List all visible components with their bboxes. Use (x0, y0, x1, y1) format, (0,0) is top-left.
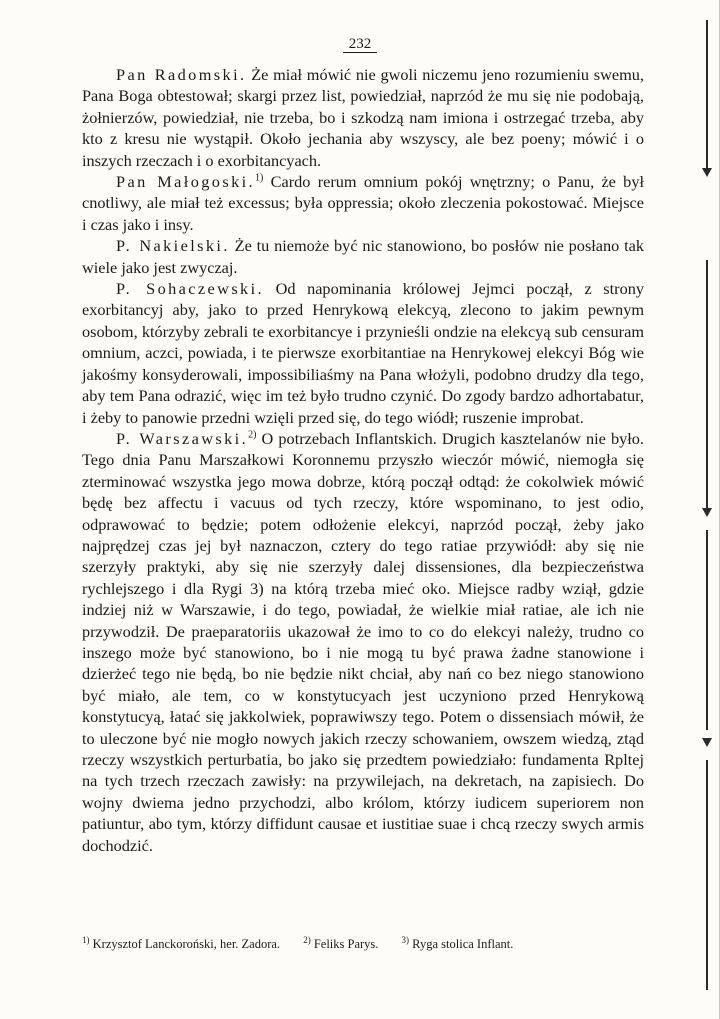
footnote-ref: 1) (255, 172, 264, 184)
footnotes (82, 935, 644, 952)
speaker-name: P. Nakielski. (116, 236, 230, 256)
footnote-1 (82, 937, 280, 951)
binding-rule (706, 530, 708, 730)
footnote-ref: 2) (248, 429, 257, 441)
speaker-name: Pan Radomski. (116, 65, 247, 84)
binding-arrow-icon (702, 508, 712, 517)
paragraph-text: Że tu niemoże być nic stanowiono, bo posłów nie posłano tak wiele jako jest zwyczaj. (82, 236, 645, 277)
paragraph-warszawski (82, 428, 644, 856)
binding-arrow-icon (702, 738, 712, 747)
binding-rule (706, 760, 708, 990)
footnote-text: Feliks Parys. (313, 937, 379, 952)
footnote-3 (402, 937, 514, 951)
footnote-text: Krzysztof Lanckoroński, her. Zadora. (92, 937, 281, 952)
binding-rule (706, 260, 708, 510)
paragraph-text: Że miał mówić nie gwoli niczemu jeno rozumieniu swemu, Pana Boga obtestował; skargi przez list, powiedział, naprzód że mu się nie podobają, żołnierzów, powiedział, nie trzeba, bo i szkodzą nam imiona i ostrzegać trzeba, aby kto z kresu nie wystąpił. Około jechania aby wszyscy, ale bez poeny; mówić i o inszych rzeczach i o exorbitancyach. (82, 65, 644, 170)
footnote-text: Ryga stolica Inflant. (412, 937, 514, 952)
paragraph-radomski (82, 64, 644, 171)
speaker-name: P. Sohaczewski. (116, 279, 264, 299)
paragraph-text: O potrzebach Inflantskich. Drugich kasztelanów nie było. Tego dnia Panu Marszałkowi Koronnemu przyszło wieczór mówić, niemogła się zterminować wszystka jego mowa dobrze, którą począł odtąd: że cokolwiek mówić będę bez affectu i vacuus od tych rzeczy, które wspominano, to jest odio, odprawować to będzie; potem odłożenie elekcyi, naprzód począł, żeby jako najprędzej czas jej był naznaczon, cztery do tego ratiae przywiódł: aby się nie szerzyły praktyki, aby się nie szerzyły dalej dissensiones, dla bezpieczeństwa rychlejszego i dla Rygi 3) na którą trzeba mieć oko. Miejsce radby wziął, gdzie indziej niż w Warszawie, i do tego, powiadał, że wielkie miał ratiae, ale ich nie przywodził. De praeparatoriis ukazował że imo to co do elekcyi należy, trudno co inszego może być stanowiono, bo i nie mogą tu być prawa żadne stanowione i dzierżeć tego nie będą, bo nie będzie nikt chciał, aby nań co bez niego stanowiono być miało, ale tem, co w konstytucyach jest uczyniono przed Henrykową konstytucyą, łatać się jakkolwiek, poprawiwszy tego. Potem o dissensiach mówił, że to uleczone być nie mogło nowych jakich rzeczy schowaniem, owszem wiedzą, ztąd rzeczy wszystkich perturbatia, bo jako się przedtem powiedziało: fundamenta Rpltej na tych trzech rzeczach zawisły: na przywilejach, na dekretach, na zapisiech. Do wojny dwiema jedno przychodzi, albo królom, którzy iudicem superiorem non patiuntur, abo tym, którzy diffidunt causae et iustitiae suae i chcą rzeczy swych armis dochodzić. (82, 428, 644, 855)
page-number: 232 (0, 36, 720, 53)
binding-arrow-icon (702, 168, 712, 177)
binding-rule (706, 20, 708, 170)
footnote-mark: 2) (303, 935, 311, 945)
footnote-mark: 3) (401, 935, 410, 945)
footnote-2 (303, 937, 378, 951)
paragraph-text: Od napominania królowej Jejmci począł, z strony exorbitancyj aby, jako to przed Henrykową elekcyą, zlecono to jakim pewnym osobom, którzyby zebrali te exorbitancye i przynieśli ondzie na elekcyą sub censuram omnium, aczci, powiada, i te pierwsze exorbitantiae na Henrykowej elekcyi Bóg wie jakośmy konsyderowali, impossibiliaśmy na Pana włożyli, podobno drudzy dla tego, aby tem Pana odrazić, więc im też było trudno czynić. Do zgody bardzo adhortabatur, i żeby to panowie przedni wzięli przed się, do tego wiódł; ruszenie improbat. (82, 279, 644, 427)
body-text (82, 64, 644, 856)
speaker-name: P. Warszawski. (116, 428, 249, 448)
footnote-mark: 1) (82, 935, 90, 945)
paragraph-sohaczewski (82, 278, 644, 428)
paragraph-text: Cardo rerum omnium pokój wnętrzny; o Panu, że był cnotliwy, ale miał też excessus; była oppressia; około zleczenia pokostować. Miejsce i czas jako i insy. (82, 172, 644, 234)
binding-edge (704, 0, 710, 1019)
paragraph-malogoski (82, 171, 644, 235)
paragraph-nakielski (82, 235, 644, 278)
speaker-name: Pan Małogoski. (116, 172, 256, 192)
